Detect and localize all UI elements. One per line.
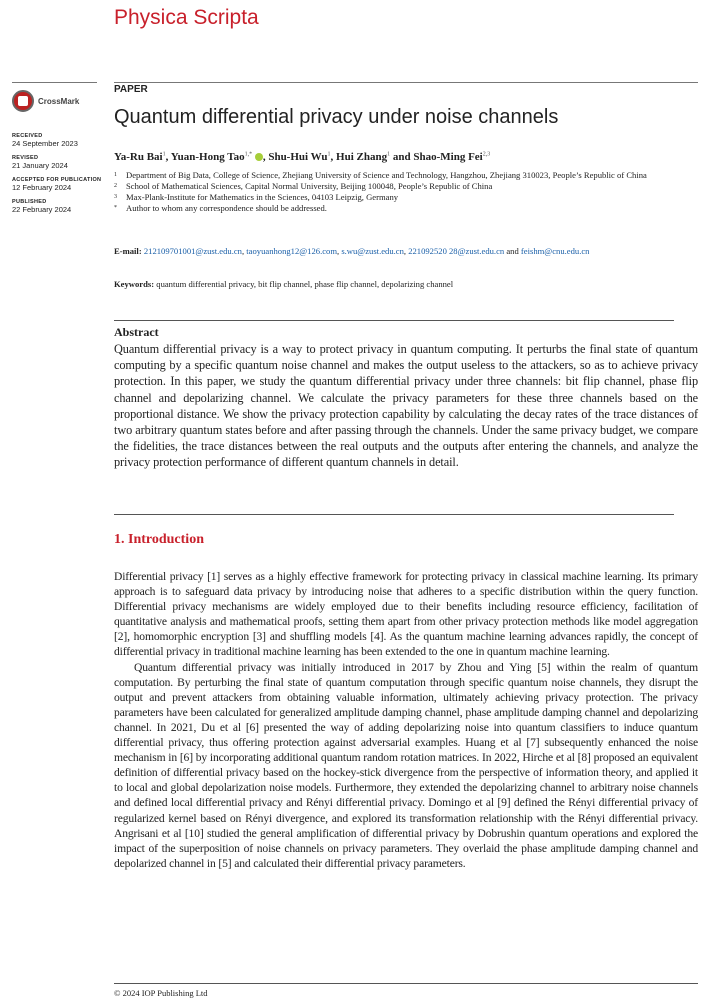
- author[interactable]: Shu-Hui Wu: [268, 151, 328, 163]
- section-heading: 1. Introduction: [114, 532, 204, 547]
- affiliation: 3 Max-Plank-Institute for Mathematics in the Sciences, 04103 Leipzig, Germany: [114, 192, 399, 202]
- divider: [114, 82, 698, 83]
- divider: [114, 320, 674, 321]
- date-value: 22 February 2024: [12, 205, 72, 214]
- date-label: RECEIVED: [12, 133, 43, 139]
- date-value: 21 January 2024: [12, 161, 68, 170]
- affiliations: [114, 170, 698, 214]
- divider: [114, 983, 698, 984]
- author[interactable]: Hui Zhang: [336, 151, 388, 163]
- publication-dates: [12, 133, 107, 214]
- introduction-text: [114, 569, 698, 871]
- date-label: PUBLISHED: [12, 199, 47, 205]
- email-line: E-mail: 212109701001@zust.edu.cn, taoyuanhong12@126.com, s.wu@zust.edu.cn, 221092520 28@zust.edu.cn and feishm@cnu.edu.cn: [114, 246, 590, 256]
- abstract-heading: Abstract: [114, 325, 159, 339]
- date-label: ACCEPTED FOR PUBLICATION: [12, 177, 102, 183]
- paper-title: Quantum differential privacy under noise channels: [114, 106, 559, 128]
- date-label: REVISED: [12, 155, 39, 161]
- divider: [114, 514, 674, 515]
- crossmark-label: CrossMark: [38, 96, 80, 106]
- email-link[interactable]: feishm@cnu.edu.cn: [520, 246, 590, 256]
- affiliation: 1 Department of Big Data, College of Science, Zhejiang University of Science and Technology, Hangzhou, Zhejiang 310023, People’s Republic of China: [114, 170, 647, 180]
- date-value: 12 February 2024: [12, 183, 72, 192]
- copyright: © 2024 IOP Publishing Ltd: [114, 988, 208, 998]
- author[interactable]: Ya-Ru Bai: [114, 151, 163, 163]
- author[interactable]: Yuan-Hong Tao: [170, 151, 245, 163]
- affiliation: * Author to whom any correspondence should be addressed.: [114, 203, 327, 213]
- divider: [12, 82, 97, 83]
- paragraph: Quantum differential privacy was initially introduced in 2017 by Zhou and Ying [5] within the realm of quantum computation. By perturbing the final state of quantum computation through specific quantum noise channels, they disrupt the output and prevent attackers from obtaining valuable information, ultimately achieving privacy protection. The privacy parameters have been calculated for generalized amplitude damping channel, phase amplitude damping channel and depolarizing channel. In 2021, Du et al [6] presented the way of adding depolarizing noise into quantum classifiers to induce quantum differential privacy, thus offering protection against adversarial examples. Huang et al [7] subsequently enhanced the noise mechanism in [6] by incorporating additional quantum random rotation matrices. In 2022, Hirche et al [8] proposed an equivalent definition of differential privacy based on the hockey-stick divergence from the perspective of information theory, and applied it to local and global depolarization noise models. Furthermore, they extended the depolarizing channel to arbitrary noise channels and defined local differential privacy and Rényi differential privacy. Domingo et al [9] defined the Rényi differential privacy of regularized kernel based on Rényi divergence, and explored its transformation relationship with the Rényi differential privacy. Angrisani et al [10] studied the general amplification of differential privacy by Dobrushin quantum operations and explored the impact of the superposition of noise channels on privacy parameters. They overlaid the phase amplitude damping channel and depolarized channel in [5] and calculated their differential privacy parameters.: [114, 660, 698, 870]
- orcid-icon[interactable]: [255, 153, 263, 161]
- keywords: Keywords: quantum differential privacy, bit flip channel, phase flip channel, depolarizing channel: [114, 279, 454, 289]
- abstract-text: Quantum differential privacy is a way to protect privacy in quantum computing. It perturbs the final state of quantum computing by a specific quantum noise channel and makes the output useless to the attackers, so as to achieve privacy protection. In this paper, we study the quantum differential privacy under three channels: bit flip channel, phase flip channel and depolarizing channel. We calculate the privacy parameters for these three channels based on the proportional distance. We show the privacy protection capability by calculating the decay rates of the trace distances of two arbitrary quantum states before and after passing through the channels. Under the same privacy budget, we compare the fidelities, the trace distances between the real outputs and the outputs after entering the channels, and analyze the privacy protection performance of different quantum channels in detail.: [114, 342, 698, 470]
- date-value: 24 September 2023: [12, 139, 78, 148]
- crossmark-icon: [12, 90, 34, 112]
- affiliation: 2 School of Mathematical Sciences, Capital Normal University, Beijing 100048, People’s Republic of China: [114, 181, 493, 191]
- author-conjunction: and: [392, 151, 411, 163]
- email-link[interactable]: s.wu@zust.edu.cn: [341, 246, 404, 256]
- author[interactable]: Shao-Ming Fei: [413, 151, 483, 163]
- journal-name[interactable]: Physica Scripta: [114, 6, 259, 29]
- email-link[interactable]: 212109701001@zust.edu.cn: [143, 246, 242, 256]
- article-type: PAPER: [114, 84, 148, 95]
- email-link[interactable]: taoyuanhong12@126.com: [246, 246, 338, 256]
- email-link[interactable]: 221092520 28@zust.edu.cn: [408, 246, 505, 256]
- crossmark-badge[interactable]: [12, 90, 79, 112]
- author-list: Ya-Ru Bai$^1$, Yuan-Hong Tao$^{1,*}$ , Shu-Hui Wu$^1$, Hui Zhang$^1$ and Shao-Ming Fei$^{2,3}$: [114, 151, 491, 163]
- paragraph: Differential privacy [1] serves as a highly effective framework for protecting privacy in classical machine learning. Its primary approach is to safeguard data privacy by introducing noise that adheres to a specific distribution within the query function. Differential privacy mechanisms are widely employed due to their benefits including resource efficiency, facilitation of quantitative analysis and mathematical proofs, setting them apart from other privacy protection methods like model aggregation [2], homomorphic encryption [3] and shuffling models [4]. As the quantum machine learning advances rapidly, the concept of differential privacy in traditional machine learning has been extended to the one in quantum machine learning.: [114, 570, 698, 659]
